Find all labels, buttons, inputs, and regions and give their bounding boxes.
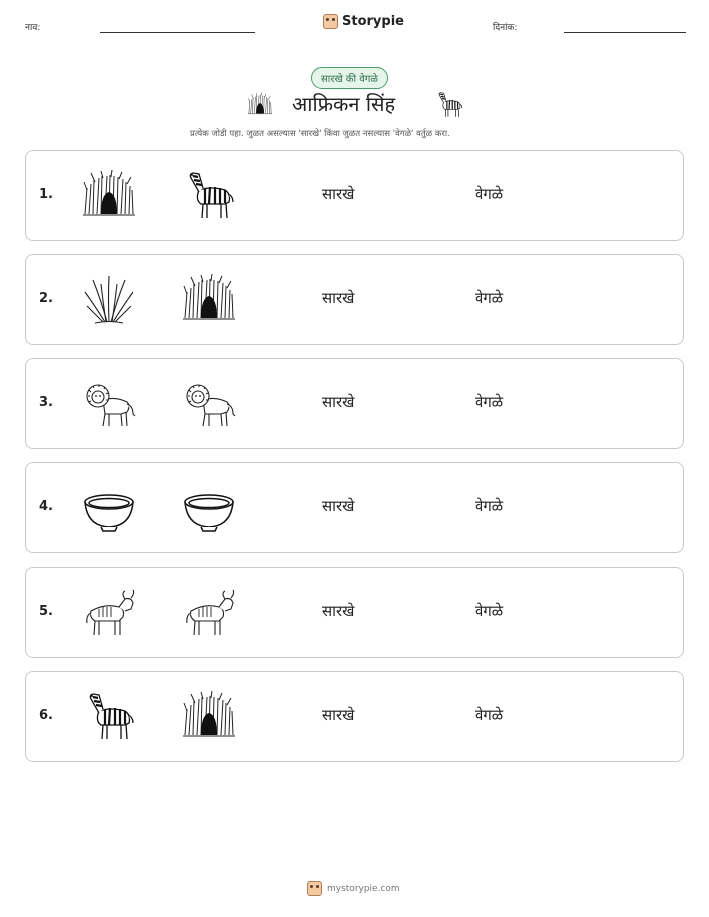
question-number: 4. [39,499,53,514]
bowl-icon [181,480,237,536]
bowl-icon [81,480,137,536]
question-number: 6. [39,708,53,723]
activity-badge: सारखे की वेगळे [311,67,388,89]
date-label: दिनांक: [493,23,518,33]
same-option[interactable]: सारखे [322,706,355,724]
lion-den-icon [181,689,237,745]
zebra-icon [181,168,237,224]
question-row [25,462,684,553]
question-number: 5. [39,604,53,619]
storypie-logo-icon [323,14,338,29]
footer-site[interactable]: mystorypie.com [327,883,400,894]
question-row [25,567,684,658]
lion-den-icon [81,168,137,224]
wildebeest-icon [181,585,237,641]
date-line[interactable] [564,32,686,33]
brand-logo [323,14,404,29]
question-row [25,150,684,241]
question-number: 2. [39,291,53,306]
different-option[interactable]: वेगळे [475,185,504,203]
lion-den-icon [181,272,237,328]
zebra-icon [81,689,137,745]
question-row [25,358,684,449]
storypie-logo-icon [307,881,322,896]
same-option[interactable]: सारखे [322,185,355,203]
lion-icon [181,376,237,432]
same-option[interactable]: सारखे [322,602,355,620]
same-option[interactable]: सारखे [322,393,355,411]
instructions: प्रत्येक जोडी पहा. जुळत असल्यास 'सारखे' किंवा जुळत नसल्यास 'वेगळे' वर्तुळ करा. [190,129,450,139]
same-option[interactable]: सारखे [322,289,355,307]
footer [307,881,400,896]
name-label: नाव: [25,23,41,33]
question-row [25,671,684,762]
question-number: 3. [39,395,53,410]
grass-icon [81,272,137,328]
different-option[interactable]: वेगळे [475,602,504,620]
question-row [25,254,684,345]
brand-name: Storypie [342,14,404,29]
different-option[interactable]: वेगळे [475,393,504,411]
zebra-icon [434,90,464,120]
same-option[interactable]: सारखे [322,497,355,515]
lion-icon [81,376,137,432]
different-option[interactable]: वेगळे [475,497,504,515]
name-line[interactable] [100,32,255,33]
different-option[interactable]: वेगळे [475,289,504,307]
question-number: 1. [39,187,53,202]
different-option[interactable]: वेगळे [475,706,504,724]
wildebeest-icon [81,585,137,641]
lion-den-icon [247,92,273,118]
page-title: आफ्रिकन सिंह [292,92,396,116]
